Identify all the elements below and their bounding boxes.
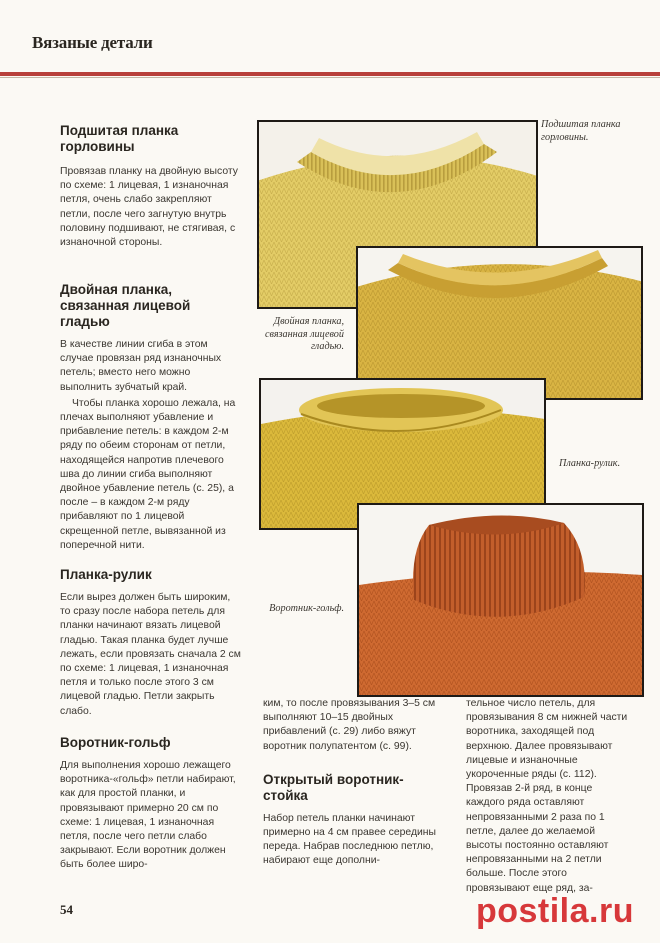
section-hemmed-neckband <box>60 123 242 250</box>
header-rule <box>0 72 660 76</box>
section-text: Набор петель планки начинают примерно на 4 см правее середины переда. Набрав последнюю петлю, набирают еще дополни- <box>263 812 437 867</box>
section-title: Воротник-гольф <box>60 735 171 750</box>
section-text: В качестве линии сгиба в этом случае провязан ряд изнаночных петель; вместо него можно выполнить зубчатый край. <box>60 339 222 393</box>
page-number: 54 <box>60 902 73 917</box>
page-header-title: Вязаные детали <box>32 33 153 52</box>
section-roll-neckband <box>60 567 242 719</box>
watermark-logo <box>476 892 634 931</box>
section-column-2 <box>263 697 443 869</box>
watermark-dot: . <box>589 892 599 930</box>
section-text: Провязав планку на двойную высоту по схеме: 1 лицевая, 1 изнаночная петля, очень слабо закрепляют петли, после чего загнутую внутрь половину подшивают, не стягивая, с изнаночной стороны. <box>60 166 238 249</box>
photo-turtleneck <box>357 503 644 697</box>
caption-double-neckband: Двойная планка, связанная лицевой гладью. <box>265 316 344 352</box>
section-text: тельное число петель, для провязывания 8 см нижней части воротника, заходящей под верхнюю. Далее провязывают лицевые и изнаночные укороченные ряды (с. 112). Провязав 2-й ряд, в конце каждого ряда оставляют непровязанными 2 раза по 1 петле, далее до желаемой высоты постоянно оставляют непровязанными на 2 петли больше. После этого провязывают еще ряд, за- <box>466 698 628 894</box>
section-title: Подшитая планка горловины <box>60 123 179 154</box>
photo-double-neckband <box>356 246 643 400</box>
section-text: Если вырез должен быть широким, то сразу после набора петель для планки начинают вязать лицевой гладью. Такая планка будет лучше лежать, если провязать сначала 2 см по схеме: 1 лицевая, 1 изнаночная петля и только после этого 3 см лицевой гладью. Петли закрыть слабо. <box>60 592 241 717</box>
caption-turtleneck: Воротник-гольф. <box>269 603 344 614</box>
section-text: Чтобы планка хорошо лежала, на плечах выполняют убавление и прибавление петель: в каждом 2-м ряду по обеим сторонам от петли, находящейся напротив плечевого шва до линии сгиба выполняют двойное убавление петель (с. 25), а после – в каждом 2-м ряду прибавляют по 1 лицевой скрещенной петле, вывязанной из поперечной нити. <box>60 397 236 551</box>
caption-hemmed-neckband: Подшитая планка горловины. <box>541 119 621 143</box>
section-column-3 <box>466 697 632 896</box>
header-band <box>0 0 660 64</box>
caption-roll-neckband: Планка-рулик. <box>559 458 621 469</box>
section-turtleneck <box>60 735 242 873</box>
section-text: Для выполнения хорошо лежащего воротника-«гольф» петли набирают, как для простой планки, и провязывают примерно 20 см по схеме: 1 лицевая, 1 изнаночная петля, после чего петли слабо закрывают. Если воротник должен быть более широ- <box>60 760 236 871</box>
section-title: Планка-рулик <box>60 567 152 582</box>
watermark-name: postila <box>475 892 590 930</box>
section-title: Двойная планка, связанная лицевой гладью <box>60 282 191 329</box>
section-title: Открытый воротник-стойка <box>263 771 404 803</box>
section-text: ким, то после провязывания 3–5 см выполняют 10–15 двойных прибавлений (с. 29) либо вяжут воротник полупатентом (с. 99). <box>263 698 436 752</box>
section-double-neckband <box>60 282 242 553</box>
header-rule-thin <box>0 77 660 78</box>
watermark-tld: ru <box>599 892 634 930</box>
